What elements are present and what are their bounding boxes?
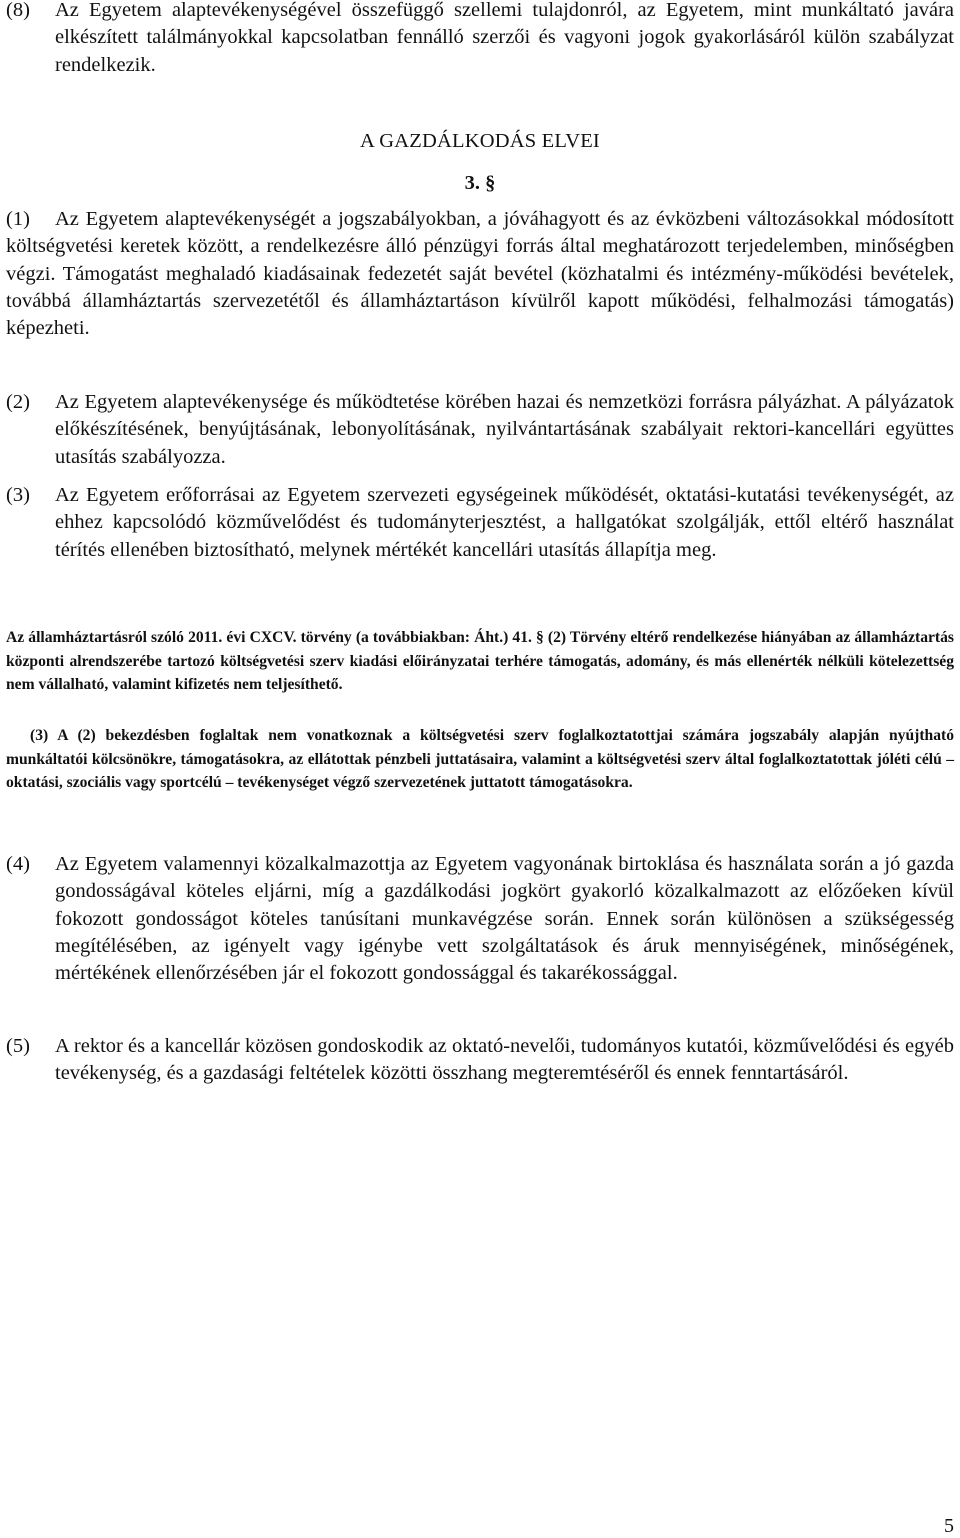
paragraph-4 — [6, 851, 954, 987]
section-heading: A GAZDÁLKODÁS ELVEI — [360, 130, 600, 152]
law-quote-paragraph-1: Az államháztartásról szóló 2011. évi CXCV. törvény (a továbbiakban: Áht.) 41. § (2) Törvény eltérő rendelkezése hiányában az államháztartás központi alrendszerébe tartozó költségvetési szerv kiadási előirányzatai terhére támogatás, adomány, és más ellenérték nélküli kötelezettség nem vállalható, valamint kifizetés nem teljesíthető. — [6, 629, 954, 694]
paragraph-text: Az Egyetem erőforrásai az Egyetem szervezeti egységeinek működését, oktatási-kutatási tevékenységét, az ehhez kapcsolódó közművelődést és tudományterjesztést, a hallgatókat szolgálják, ettől eltérő használat térítés ellenében biztosítható, melynek mértékét kancellári utasítás állapítja meg. — [55, 484, 954, 561]
page-number: 5 — [944, 1515, 954, 1537]
paragraph-5 — [6, 1033, 954, 1088]
paragraph-text: Az Egyetem alaptevékenységével összefüggő szellemi tulajdonról, az Egyetem, mint munkáltató javára elkészített találmányokkal kapcsolatban fennálló szerzői és vagyoni jogok gyakorlásáról külön szabályzat rendelkezik. — [55, 0, 954, 76]
paragraph-number: (1) — [6, 208, 30, 230]
paragraph-1 — [6, 206, 954, 342]
paragraph-text: Az Egyetem valamennyi közalkalmazottja az Egyetem vagyonának birtoklása és használata során a jó gazda gondosságával köteles eljárni, míg a gazdálkodási jogkört gyakorló közalkalmazott az előzőeken kívül fokozott gondosságot köteles tanúsítani munkavégzése során. Ennek során különösen a szükségesség megítélésében, az igényelt vagy igénybe vett szolgáltatások és áruk mennyiségének, minőségének, mértékének ellenőrzésében jár el fokozott gondossággal és takarékossággal. — [55, 853, 954, 985]
paragraph-number: (3) — [6, 484, 30, 506]
paragraph-number: (8) — [6, 0, 30, 21]
paragraph-number: (5) — [6, 1035, 30, 1057]
law-quote-paragraph-2: (3) A (2) bekezdésben foglaltak nem vonatkoznak a költségvetési szerv foglalkoztatottjai számára jogszabály alapján nyújtható munkáltatói kölcsönökre, támogatásokra, az ellátottak pénzbeli juttatásaira, valamint a költségvetési szerv által foglalkoztatottak jóléti célú – oktatási, szociális vagy sportcélú – tevékenységet végző szervezetének juttatott támogatásokra. — [6, 727, 954, 792]
paragraph-text: Az Egyetem alaptevékenységét a jogszabályokban, a jóváhagyott és az évközbeni változásokkal módosított költségvetési keretek között, a rendelkezésre álló pénzügyi forrás által meghatározott terjedelemben, minőségben végzi. Támogatást meghaladó kiadásainak fedezetét saját bevétel (közhatalmi és intézmény-működési bevételek, továbbá államháztartás szervezetétől és államháztartáson kívülről kapott működési, felhalmozási támogatás) képezheti. — [6, 208, 954, 340]
paragraph-2 — [6, 389, 954, 471]
section-number: 3. § — [464, 172, 496, 194]
paragraph-number: (4) — [6, 853, 30, 875]
paragraph-8 — [6, 0, 954, 79]
paragraph-number: (2) — [6, 391, 30, 413]
paragraph-text: A rektor és a kancellár közösen gondoskodik az oktató-nevelői, tudományos kutatói, közművelődési és egyéb tevékenység, és a gazdasági feltételek közötti összhang megteremtéséről és ennek fenntartásáról. — [55, 1035, 954, 1085]
paragraph-3 — [6, 482, 954, 564]
paragraph-text: Az Egyetem alaptevékenysége és működtetése körében hazai és nemzetközi forrásra pályázhat. A pályázatok előkészítésének, benyújtásának, lebonyolításának, nyilvántartásának szabályait rektori-kancellári együttes utasítás szabályozza. — [55, 391, 954, 468]
